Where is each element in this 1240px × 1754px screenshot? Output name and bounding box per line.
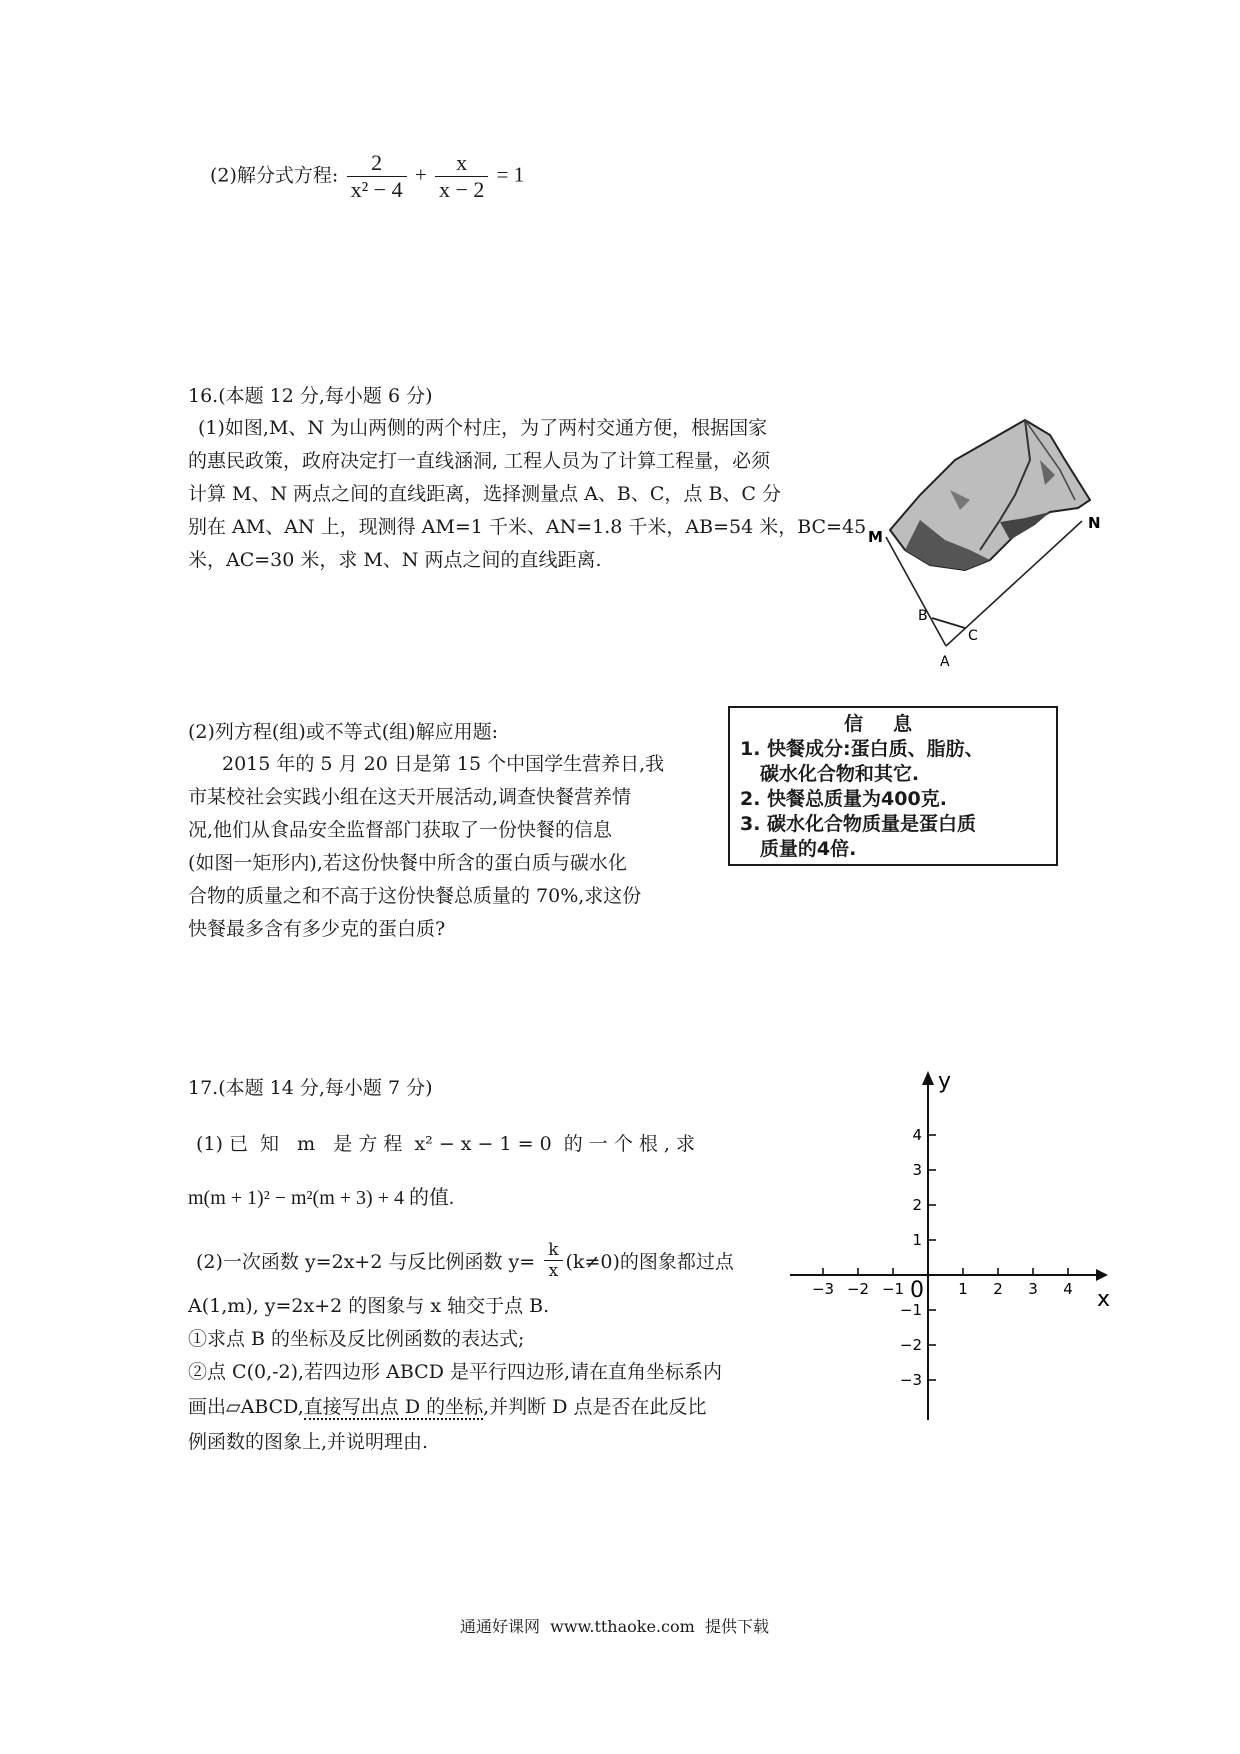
info-box-line: 1. 快餐成分:蛋白质、脂肪、 [740, 738, 984, 760]
x-tick-label: 4 [1063, 1280, 1073, 1298]
q15-2-prefix: (2)解分式方程: [210, 164, 339, 187]
info-box-title: 信息 [843, 713, 942, 735]
q16-part1-line: 的惠民政策，政府决定打一直线涵洞, 工程人员为了计算工程量，必须 [188, 450, 771, 472]
q15-2-fraction-2: $\frac{x}{x - 2}$ [435, 150, 488, 203]
q17-part2-text-a: (2)一次函数 y=2x+2 与反比例函数 y= [196, 1251, 536, 1273]
q15-2-plus: + [414, 162, 427, 187]
q16-part2-line: 2015 年的 5 月 20 日是第 15 个中国学生营养日,我 [222, 753, 665, 775]
y-axis-label: y [938, 1069, 952, 1094]
q17-part2-line4: ②点 C(0,-2),若四边形 ABCD 是平行四边形,请在直角坐标系内 [188, 1361, 723, 1383]
label-A: A [940, 654, 950, 670]
y-axis-arrow [922, 1071, 934, 1085]
info-box-line: 2. 快餐总质量为400克. [740, 788, 947, 810]
x-axis-arrow [1096, 1269, 1108, 1281]
x-tick-label: −2 [846, 1280, 870, 1298]
y-tick-label: −3 [899, 1371, 922, 1389]
emphasis-dotted: 直接写出点 D 的坐标 [303, 1396, 484, 1418]
q16-part1-line: (1)如图,M、N 为山两侧的两个村庄，为了两村交通方便，根据国家 [198, 417, 768, 439]
info-box [728, 706, 1058, 866]
q16-part2-title: (2)列方程(组)或不等式(组)解应用题: [188, 721, 498, 743]
x-tick-label: 2 [993, 1280, 1003, 1298]
q17-part2-line5: 画出▱ABCD,直接写出点 D 的坐标,并判断 D 点是否在此反比 [188, 1396, 707, 1418]
label-C: C [968, 628, 978, 644]
q17-part2-line1 [196, 1240, 734, 1281]
q17-part2-text-b: (k≠0)的图象都过点 [565, 1251, 734, 1273]
label-M: M [868, 528, 883, 546]
x-tick-label: 1 [958, 1280, 968, 1298]
q17-part2-line6: 例函数的图象上,并说明理由. [188, 1431, 429, 1453]
q17-part2-line3: ①求点 B 的坐标及反比例函数的表达式; [188, 1328, 525, 1350]
q16-heading: 16.(本题 12 分,每小题 6 分) [188, 385, 433, 407]
q17-part1-line2: m(m + 1)² − m²(m + 3) + 4 的值. [188, 1187, 454, 1209]
x-axis-label: x [1097, 1287, 1111, 1312]
q16-part1-line: 别在 AM、AN 上，现测得 AM=1 千米、AN=1.8 千米，AB=54 米，BC=45 [188, 516, 867, 538]
y-tick-label: −1 [899, 1301, 922, 1319]
info-box-line: 3. 碳水化合物质量是蛋白质 [740, 813, 977, 835]
q16-part2-line: 快餐最多含有多少克的蛋白质? [188, 918, 446, 940]
y-tick-label: 1 [912, 1231, 922, 1249]
x-tick-label: −3 [811, 1280, 835, 1298]
y-tick-label: −2 [899, 1336, 922, 1354]
origin-label: 0 [910, 1278, 924, 1303]
info-box-line: 碳水化合物和其它. [740, 763, 920, 785]
y-tick-label: 4 [912, 1126, 922, 1144]
q16-part2-line: (如图一矩形内),若这份快餐中所含的蛋白质与碳水化 [188, 852, 627, 874]
q16-part2-text [188, 748, 708, 946]
footer: 通通好课网 www.tthaoke.com 提供下载 [460, 1617, 769, 1636]
label-B: B [918, 608, 928, 624]
q15-2-rhs: = 1 [496, 162, 525, 187]
y-tick-label: 3 [912, 1161, 922, 1179]
q16-part2-line: 况,他们从食品安全监督部门获取了一份快餐的信息 [188, 819, 613, 841]
q16-part2-line: 市某校社会实践小组在这天开展活动,调查快餐营养情 [188, 786, 632, 808]
q17-part2-fraction: $\frac{k}{x}$ [544, 1240, 562, 1281]
q17-part2-line2: A(1,m), y=2x+2 的图象与 x 轴交于点 B. [188, 1295, 550, 1317]
x-tick-label: −1 [881, 1280, 905, 1298]
coordinate-axes [790, 1065, 1120, 1435]
label-N: N [1088, 514, 1101, 532]
q15-2-equation [210, 150, 524, 203]
line-BC [932, 618, 965, 628]
y-tick-label: 2 [912, 1196, 922, 1214]
x-tick-label: 3 [1028, 1280, 1038, 1298]
q16-part1-text [188, 412, 867, 577]
q17-part1-line1: (1) 已 知 m 是 方 程 x² − x − 1 = 0 的 一 个 根 , 求 [196, 1133, 695, 1155]
q16-part1-line: 计算 M、N 两点之间的直线距离，选择测量点 A、B、C，点 B、C 分 [188, 483, 781, 505]
info-box-line: 质量的4倍. [740, 838, 857, 860]
mountain-figure [860, 400, 1110, 675]
q16-part2-line: 合物的质量之和不高于这份快餐总质量的 70%,求这份 [188, 885, 642, 907]
q17-heading: 17.(本题 14 分,每小题 7 分) [188, 1077, 433, 1099]
q15-2-fraction-1: $\frac{2}{\text{x² − 4}}$ [347, 150, 407, 203]
q16-part1-line: 米，AC=30 米，求 M、N 两点之间的直线距离. [188, 549, 602, 571]
